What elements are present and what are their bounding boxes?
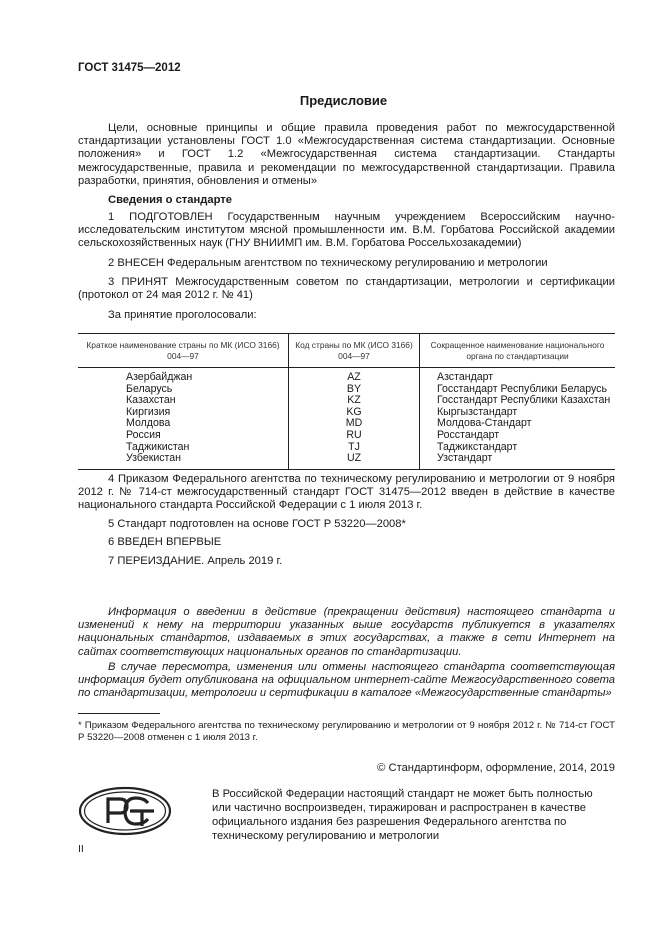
table-row — [78, 453, 615, 469]
code-cell: TJ — [289, 442, 420, 454]
country-cell: Молдова — [126, 417, 171, 430]
vote-label: За принятие проголосовали: — [108, 309, 257, 321]
table-header-agency: Сокращенное наименование национального органа по стандартизации — [420, 334, 616, 368]
item-1-paragraph: 1 ПОДГОТОВЛЕН Государственным научным учреждением Всероссийским научно-исследовательским институтом мясной промышленности им. В.М. Горбатова Российской академии сельскохозяйственных наук (ГНУ ВНИИМП им. В.М. Горбатова Россельхозакадемии) — [78, 211, 615, 250]
item-5-paragraph: 5 Стандарт подготовлен на основе ГОСТ Р 53220—2008* — [108, 518, 406, 530]
item-7-paragraph: 7 ПЕРЕИЗДАНИЕ. Апрель 2019 г. — [108, 555, 283, 567]
rst-certification-logo — [78, 786, 172, 836]
country-cell: Казахстан — [126, 394, 176, 407]
table-header-code: Код страны по МК (ИСО 3166) 004—97 — [289, 334, 420, 368]
copyright-line: © Стандартинформ, оформление, 2014, 2019 — [377, 762, 615, 774]
agency-cell: Узстандарт — [420, 453, 616, 469]
footnote: * Приказом Федерального агентства по техническому регулированию и метрологии от 9 ноября 2012 г. № 714-ст ГОСТ Р 53220—2008 отменен с 1 июля 2013 г. — [78, 720, 615, 743]
code-cell: BY — [289, 384, 420, 396]
item-2-paragraph: 2 ВНЕСЕН Федеральным агентством по техническому регулированию и метрологии — [108, 257, 548, 269]
code-cell: KG — [289, 407, 420, 419]
table-row — [78, 368, 615, 384]
document-code: ГОСТ 31475—2012 — [78, 62, 181, 74]
info-italic-paragraph-2: В случае пересмотра, изменения или отмены настоящего стандарта соответствующая информация будет опубликована на официальном интернет-сайте Межгосударственного совета по стандартизации, метрологии и сертификации в каталоге «Межгосударственные стандарты» — [78, 661, 615, 700]
code-cell: AZ — [289, 368, 420, 384]
country-cell: Таджикистан — [126, 440, 190, 453]
agency-cell: Госстандарт Республики Казахстан — [420, 395, 616, 407]
country-cell: Киргизия — [126, 405, 171, 418]
table-row — [78, 430, 615, 442]
standard-info-heading: Сведения о стандарте — [108, 194, 232, 206]
intro-paragraph: Цели, основные принципы и общие правила проведения работ по межгосударственной стандартизации установлены ГОСТ 1.0 «Межгосударственная система стандартизации. Основные положения» и ГОСТ 1.2 «Межгосударственная система стандартизации. Стандарты межгосударственные, правила и рекомендации по межгосударственной стандартизации. Правила разработки, принятия, обновления и отмены» — [78, 122, 615, 187]
country-cell: Азербайджан — [126, 371, 193, 383]
agency-cell: Таджикстандарт — [420, 442, 616, 454]
country-cell: Узбекистан — [78, 453, 289, 469]
country-cell: Беларусь — [126, 382, 173, 395]
info-italic-paragraph-1: Информация о введении в действие (прекращении действия) настоящего стандарта и изменений к нему на территории указанных выше государств публикуется в указателях национальных стандартов, издаваемых в этих государствах, а также в сети Интернет на сайтах соответствующих национальных органов по стандартизации. — [78, 606, 615, 658]
agency-cell: Кыргызстандарт — [420, 407, 616, 419]
table-header-country: Краткое наименование страны по МК (ИСО 3166) 004—97 — [78, 334, 289, 368]
item-6-paragraph: 6 ВВЕДЕН ВПЕРВЫЕ — [108, 536, 222, 548]
member-countries-table — [78, 333, 615, 470]
item-4-paragraph: 4 Приказом Федерального агентства по техническому регулированию и метрологии от 9 ноября 2012 г. № 714-ст межгосударственный стандарт ГОСТ 31475—2012 введен в действие в качестве национального стандарта Российской Федерации с 1 июля 2013 г. — [78, 473, 615, 512]
page-title: Предисловие — [299, 93, 388, 108]
copyright-notice: В Российской Федерации настоящий стандарт не может быть полностью или частично воспроизведен, тиражирован и распространен в качестве официального издания без разрешения Федерального агентства по техническому регулированию и метрологии — [212, 788, 593, 842]
agency-cell: Госстандарт Республики Беларусь — [420, 384, 616, 396]
country-cell: Россия — [126, 428, 161, 441]
code-cell: KZ — [289, 395, 420, 407]
footnote-divider — [78, 713, 160, 714]
code-cell: RU — [289, 430, 420, 442]
agency-cell: Росстандарт — [420, 430, 616, 442]
page-number: II — [78, 843, 84, 855]
item-3-paragraph: 3 ПРИНЯТ Межгосударственным советом по стандартизации, метрологии и сертификации (протокол от 24 мая 2012 г. № 41) — [78, 276, 615, 302]
code-cell: MD — [289, 418, 420, 430]
agency-cell: Азстандарт — [420, 368, 616, 384]
agency-cell: Молдова-Стандарт — [420, 418, 616, 430]
code-cell: UZ — [289, 453, 420, 469]
